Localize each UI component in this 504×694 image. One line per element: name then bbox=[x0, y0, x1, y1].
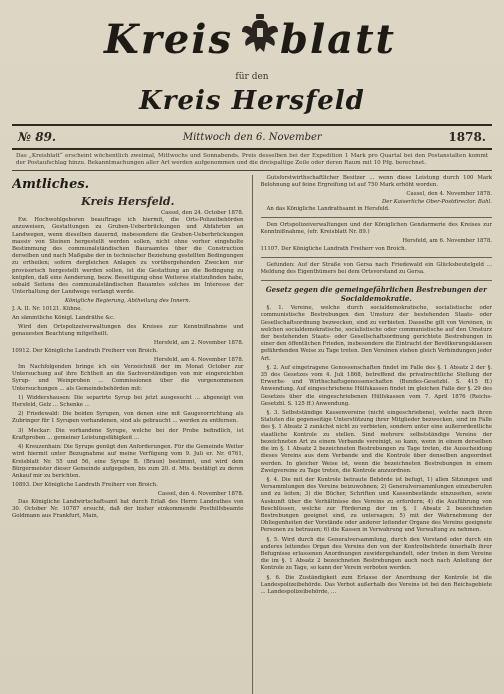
signature: Königliche Regierung, Abtheilung des Innern. bbox=[64, 298, 191, 305]
reference-line: 10912. Der Königliche Landrath Freiherr von Broich. bbox=[12, 347, 158, 354]
article-paragraph: Gutsforstwirthschaftlicher Besitzer ... wenn diese Leistung durch 100 Mark Belohnung auf feine Ergreifung ist auf 750 Mark erhöht worden. bbox=[260, 175, 492, 189]
section-heading: Amtliches. bbox=[12, 177, 90, 192]
list-item: 4) Kreuzenhain: Die Syrupe genügt den Anforderungen. Für die Gemeinde Weiter wird hiermit unter Bezugnahme auf meine Verfügung vom 9. Juli er. Nr. 6761, Kreisblatt Nr. 55 und 56, eine Syrupe B. (Braun) bestimmt, und wird dem Bürgermeister dieser Gemeinde aufgegeben, bis zum 20. d. Mts. bestätigt zu deren Ankauf mir zu berichten. bbox=[12, 444, 244, 479]
law-section: §. 4. Die mit der Kontrole betraute Behörde ist befugt, 1) allen Sitzungen und Versammlungen des Vereins beizuwohnen; 2) Generalversammlungen einzuberufen und zu leiten; 3) die Bücher, Schriften und Kassenbestände einzusehen, sowie Auskunft über die Verhältnisse des Vereins zu erfordern; 4) die Ausführung von Beschlüssen, welche zur Förderung der im §. 1 Absatz 2 bezeichneten Bestrebungen geeignet sind, zu untersagen; 5) mit der Wahrnehmung der Obliegenheiten der Vorstände oder anderer leitender Organe des Vereins geeignete Personen zu betrauen; 6) die Kassen in Verwahrung und Verwaltung zu nehmen. bbox=[260, 476, 492, 534]
column-left bbox=[12, 175, 244, 694]
masthead bbox=[12, 6, 492, 124]
masthead-title-right: blatt bbox=[280, 16, 397, 63]
dateline: Hersfeld, am 2. November 1878. bbox=[153, 340, 244, 347]
article-paragraph: Wird den Ortspolizeiverwaltungen des Kreises zur Kenntnißnahme und genauesten Beachtung mitgetheilt. bbox=[12, 324, 244, 338]
article-columns bbox=[12, 175, 492, 694]
law-section: §. 1. Vereine, welche durch socialdemokratische, socialistische oder communistische Bestrebungen den Umsturz der bestehenden Staats- oder Gesellschaftsordnung bezwecken, sind zu verbieten. Dasselbe gilt von Vereinen, in welchen socialdemokratische, socialistische oder communistische auf den Umsturz der bestehenden Staats- oder Gesellschaftsordnung gerichtete Bestrebungen in einer den öffentlichen Frieden, insbesondere die Eintracht der Bevölkerungsklassen gefährdenden Weise zu Tage treten. Den Vereinen stehen gleich Verbindungen jeder Art. bbox=[260, 305, 492, 362]
subscription-notice: Das „Kreisblatt“ erscheint wöchentlich zweimal, Mittwochs und Sonnabends. Preis desselben bei der Expedition 1 Mark pro Quartal bei den Postanstalten kommt der Postaufschlag hinzu. Bekanntmachungen aller Art werden aufgenommen und die dreispaltige Zeile oder deren Raum mit 10 Pfg. berechnet. bbox=[16, 153, 488, 166]
dateline: Cassel, den 24. October 1878. bbox=[160, 210, 244, 216]
issue-year: 1878. bbox=[448, 130, 486, 144]
law-section: §. 2. Auf eingetragene Genossenschaften findet im Falle des §. 1 Absatz 2 der §. 35 des Gesetzes vom 4. Juli 1868, betreffend die privatrechtliche Stellung der Erwerbs- und Wirthschaftsgenossenschaften (Bundes-Gesetzbl. S. 415 ff.) Anwendung. Auf eingeschriebene Hülfskassen findet im gleichen Falle der §. 29 des Gesetzes über die eingeschriebenen Hülfskassen vom 7. April 1876 (Reichs-Gesetzbl. S. 125 ff.) Anwendung. bbox=[260, 364, 492, 407]
list-item: 2) Friedewald: Die beiden Syrupen, von denen eine mit Gaugsvorrichtung als Zubringer für 1 Syrupen vorhandenen, sind als gebraucht ... werden zu entfernen. bbox=[12, 411, 244, 425]
reference-line: 11107. Der Königliche Landrath Freiherr von Broich. bbox=[260, 245, 407, 252]
column-divider bbox=[252, 175, 253, 694]
law-section: §. 3. Selbstständige Kassenvereine (nicht eingeschriebene), welche nach ihren Statuten die gegenseitige Unterstützung ihrer Mitglieder bezwecken, sind im Falle des §. 1 Absatz 2 zunächst nicht zu verbieten, sondern unter eine außerordentliche staatliche Kontrole zu stellen. Sind mehrere selbstständige Vereine der bezeichneten Art zu einem Verbande vereinigt, so kann, wenn in einem derselben die im §. 1 Absatz 2 bezeichneten Bestrebungen zu Tage treten, die Ausscheidung dieses Vereins aus dem Verbande und die Kontrole über denselben angeordnet werden. In gleicher Weise ist, wenn die bezeichneten Bestrebungen in einem Zweigvereine zu Tage treten, die Kontrole anzuordnen. bbox=[260, 410, 492, 474]
article-paragraph: Ew. Hochwohlgeboren beauftrage ich hiermit, die Orts-Polizeibehörden anzuweisen, Gestattungen zu Gruben-Ueberbrückungen und Abfahrten an Landwegen, wenn dieselben dauernd, insbesondere die Graben-Ueberbrückungen massiv von Steinen hergestellt werden sollen, nicht ohne vorher eingeholte Bestimmung des communalständischen Bauraamtes über die Construction derselben und nach Maßgabe der in technischer Beziehung gestellten Bedingungen zu ertheilen; sofern dergleichen Anlagen zu vorübergehenden Zwecken nur provisorisch hergestellt werden sollen, ist die Gestattung an die Bedingung zu knüpfen, daß eine Aenderung, bezw. Beseitigung ohne Weiteres stattzufinden habe, sobald Seitens des communalständischen Bauamtes solches im Interesse der Unterhaltung der Landwege verlangt werde. bbox=[12, 217, 244, 296]
list-item: 1) Widdershausen: Die separirte Syrup bei jetzt ausgesucht ... abgeneigt von Hersfeld, Gelz ... Schenke ... bbox=[12, 394, 244, 409]
found-notice: Gefunden: Auf der Straße von Gersa nach Friedewald ein Glücksbeutelgeld ... Meldung des Eigenthümers bei dem Ortsvorstand zu Gersa. bbox=[260, 261, 492, 276]
reference-line: J. A. II. Nr. 10121. Kühne. bbox=[12, 305, 83, 312]
district-heading: Kreis Hersfeld. bbox=[81, 195, 175, 208]
law-heading: Gesetz gegen die gemeingefährlichen Bestrebungen der Socialdemokratie. bbox=[265, 285, 487, 304]
article-paragraph: Den Ortspolizeiverwaltungen und der Königlichen Gendarmerie des Kreises zur Kenntnißnahme, (efr. Kreisblatt Nr. 89.) bbox=[260, 222, 492, 236]
article-paragraph: Im Nachfolgenden bringe ich ein Verzeichniß der im Monat October zur Untersuchung auf ihre Echtheit an die Sachverständigen von mir eingereichten Syrup- und Weinproben ... Commissionen über die vorgenommenen Untersuchungen ... als Gemeindebehörden mit: bbox=[12, 364, 244, 392]
law-section: §. 5. Wird durch die Generalversammlung, durch den Vorstand oder durch ein anderes leitendes Organ des Vereins den von der Kontrolbehörde innerhalb ihrer Befugnisse erlassenen Anordnungen zuwidergehandelt, oder treten in dem Vereine die im §. 1 Absatz 2 bezeichneten Bestrebungen auch noch nach Anleitung der Kontrole zu Tage, so kann der Verein verboten werden. bbox=[260, 536, 492, 572]
article-paragraph: Das Königliche Landwirtschaftsamt hat durch Erlaß des Herrn Landrathes von 30. October Nr. 10787 ersucht, daß der bisher einkommende Posthilfsbeamte Goldmann aus Frankfurt, Main, bbox=[12, 498, 244, 519]
eagle-emblem-icon bbox=[240, 12, 280, 56]
masthead-kreis-name: Kreis Hersfeld bbox=[139, 86, 365, 116]
column-right bbox=[261, 175, 493, 694]
issue-bar bbox=[12, 126, 492, 148]
dateline: Hersfeld, am 6. November 1878. bbox=[402, 238, 492, 245]
list-item: 3) Meckar: Die vorhandene Syrupe, welche bei der Probe befindlich, ist Kraftproben ... gemeiner Leistungsfähigkeit ... bbox=[12, 427, 244, 441]
law-section: §. 6. Die Zuständigkeit zum Erlasse der Anordnung der Kontrole ist die Landespolizeibehörde. Das Verbot außerhalb des Vereins ist bei den Reichsgebiete ... Landespolizeibehörde, ... bbox=[260, 574, 492, 595]
masthead-fuer-den: für den bbox=[235, 72, 269, 82]
dateline: Cassel, den 4. November 1878. bbox=[406, 191, 492, 198]
signature: Der Kaiserliche Ober-Postdirector. Bahl. bbox=[381, 198, 492, 205]
dateline: Hersfeld, am 4. November 1878. bbox=[153, 356, 244, 363]
issue-date: Mittwoch den 6. November bbox=[182, 131, 322, 143]
reference-line: 10893. Der Königliche Landrath Freiherr von Broich. bbox=[12, 482, 158, 489]
addressee-line: An sämmtliche Königl. Landräthe &c. bbox=[12, 314, 115, 321]
masthead-title-left: Kreis bbox=[104, 16, 234, 63]
dateline: Cassel, den 4. November 1878. bbox=[157, 491, 244, 498]
article-paragraph: An das Königliche Landrathsamt in Hersfeld. bbox=[266, 205, 390, 212]
issue-number: № 89. bbox=[18, 130, 57, 144]
